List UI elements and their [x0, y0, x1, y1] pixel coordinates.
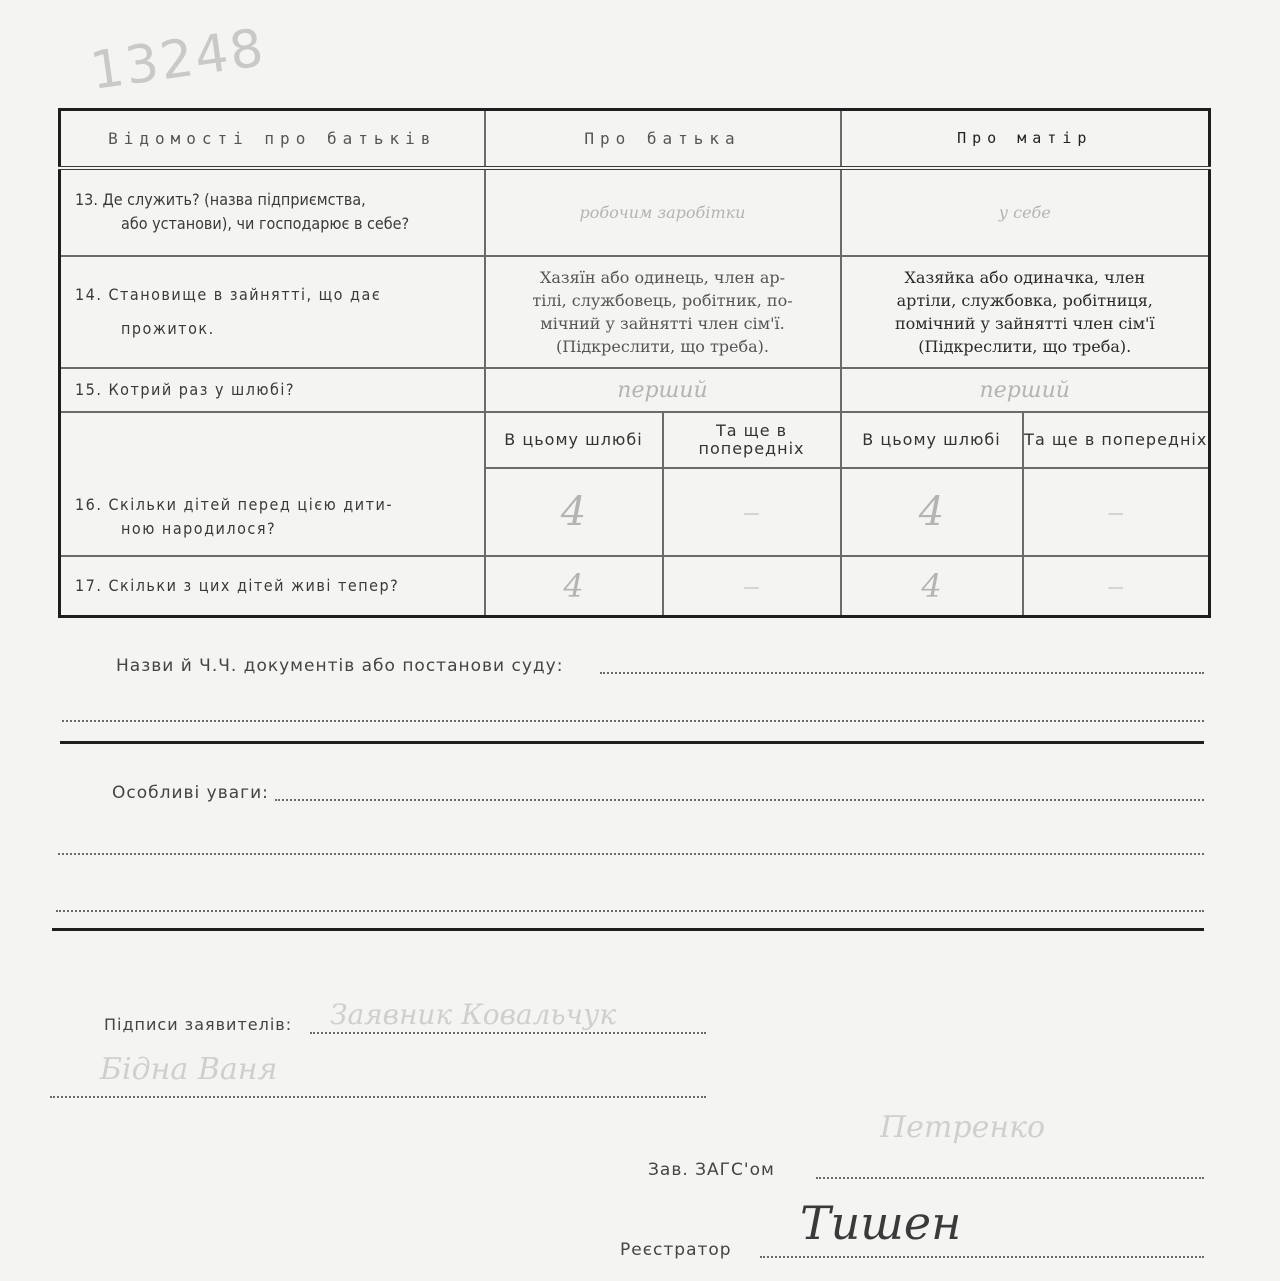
- q16-label-line1: 16. Скільки дітей перед цією дити-: [75, 495, 394, 515]
- q13-father-answer: робочим заробітки: [485, 168, 841, 256]
- parents-info-table: [58, 108, 1211, 618]
- section-divider-1: [60, 741, 1204, 744]
- q14-mother-line3: помічний у зайнятті член сім'ї: [894, 313, 1155, 333]
- q13-label-line1: 13. Де служить? (назва підприємства,: [75, 190, 366, 210]
- remarks-line-2[interactable]: [58, 853, 1204, 855]
- row-q15: [60, 368, 1210, 412]
- applicant2-signature: Бідна Ваня: [100, 1052, 278, 1087]
- applicant1-line[interactable]: [310, 1032, 706, 1034]
- row-q14: [60, 256, 1210, 368]
- q14-father-line3: мічний у зайнятті член сім'ї.: [540, 313, 785, 333]
- q14-father-line4: (Підкреслити, що треба).: [556, 336, 770, 356]
- documents-line-1[interactable]: [600, 672, 1204, 674]
- row-q17: [60, 556, 1210, 616]
- q13-mother-answer: у себе: [841, 168, 1210, 256]
- subheader-father-this-marriage: В цьому шлюбі: [485, 412, 663, 468]
- q15-label: 15. Котрий раз у шлюбі?: [60, 368, 485, 412]
- documents-line-2[interactable]: [62, 720, 1204, 722]
- head-label: Зав. ЗАГС'ом: [648, 1160, 775, 1180]
- q15-mother-answer: перший: [841, 368, 1210, 412]
- header-father: Про батька: [485, 110, 841, 168]
- q14-father-options: [485, 256, 841, 368]
- q17-mother-prev: —: [1023, 556, 1210, 616]
- q16-mother-this: 4: [841, 468, 1023, 556]
- applicant1-signature: Заявник Ковальчук: [330, 998, 617, 1031]
- q17-label: 17. Скільки з цих дітей живі тепер?: [60, 556, 485, 616]
- q16-label: [60, 412, 485, 556]
- subheader-mother-this-marriage: В цьому шлюбі: [841, 412, 1023, 468]
- row-subheaders: [60, 412, 1210, 468]
- q14-label-line2: прожиток.: [121, 318, 215, 338]
- header-mother: Про матір: [841, 110, 1210, 168]
- subheader-father-previous: Та ще в попередніх: [663, 412, 841, 468]
- archive-number: 13248: [86, 18, 269, 102]
- registrar-label: Реєстратор: [620, 1240, 732, 1260]
- q15-father-answer: перший: [485, 368, 841, 412]
- remarks-line-3[interactable]: [56, 910, 1204, 912]
- q17-father-this: 4: [485, 556, 663, 616]
- section-divider-2: [52, 928, 1204, 931]
- q14-mother-line4: (Підкреслити, що треба).: [918, 336, 1132, 356]
- head-signature-line[interactable]: [816, 1177, 1204, 1179]
- q14-mother-line2: артіли, службовка, робітниця,: [896, 290, 1153, 310]
- remarks-line-1[interactable]: [275, 799, 1204, 801]
- remarks-label: Особливі уваги:: [112, 783, 269, 803]
- row-q13: [60, 168, 1210, 256]
- q14-mother-options: [841, 256, 1210, 368]
- q16-father-prev: —: [663, 468, 841, 556]
- q16-mother-prev: —: [1023, 468, 1210, 556]
- q14-father-line2: тілі, службовець, робітник, по-: [532, 290, 793, 310]
- q14-father-line1: Хазяїн або одинець, член ар-: [539, 267, 786, 287]
- registrar-signature: Тишен: [800, 1196, 962, 1250]
- q13-label-line2: або установи), чи господарює в себе?: [121, 214, 410, 234]
- q14-label-line1: 14. Становище в зайнятті, що дає: [75, 284, 382, 304]
- q13-label: [60, 168, 485, 256]
- registrar-line[interactable]: [760, 1256, 1204, 1258]
- documents-label: Назви й Ч.Ч. документів або постанови суду:: [116, 656, 564, 676]
- table-header-row: [60, 110, 1210, 168]
- q16-father-this: 4: [485, 468, 663, 556]
- q14-label: [60, 256, 485, 368]
- q17-father-prev: —: [663, 556, 841, 616]
- q17-mother-this: 4: [841, 556, 1023, 616]
- subheader-mother-previous: Та ще в попередніх: [1023, 412, 1210, 468]
- applicant2-line[interactable]: [50, 1096, 706, 1098]
- head-signature: Петренко: [880, 1110, 1046, 1145]
- header-parents-info: Відомості про батьків: [60, 110, 485, 168]
- signatures-label: Підписи заявителів:: [104, 1015, 293, 1034]
- q16-label-line2: ною народилося?: [121, 519, 277, 539]
- q14-mother-line1: Хазяйка або одиначка, член: [904, 267, 1145, 287]
